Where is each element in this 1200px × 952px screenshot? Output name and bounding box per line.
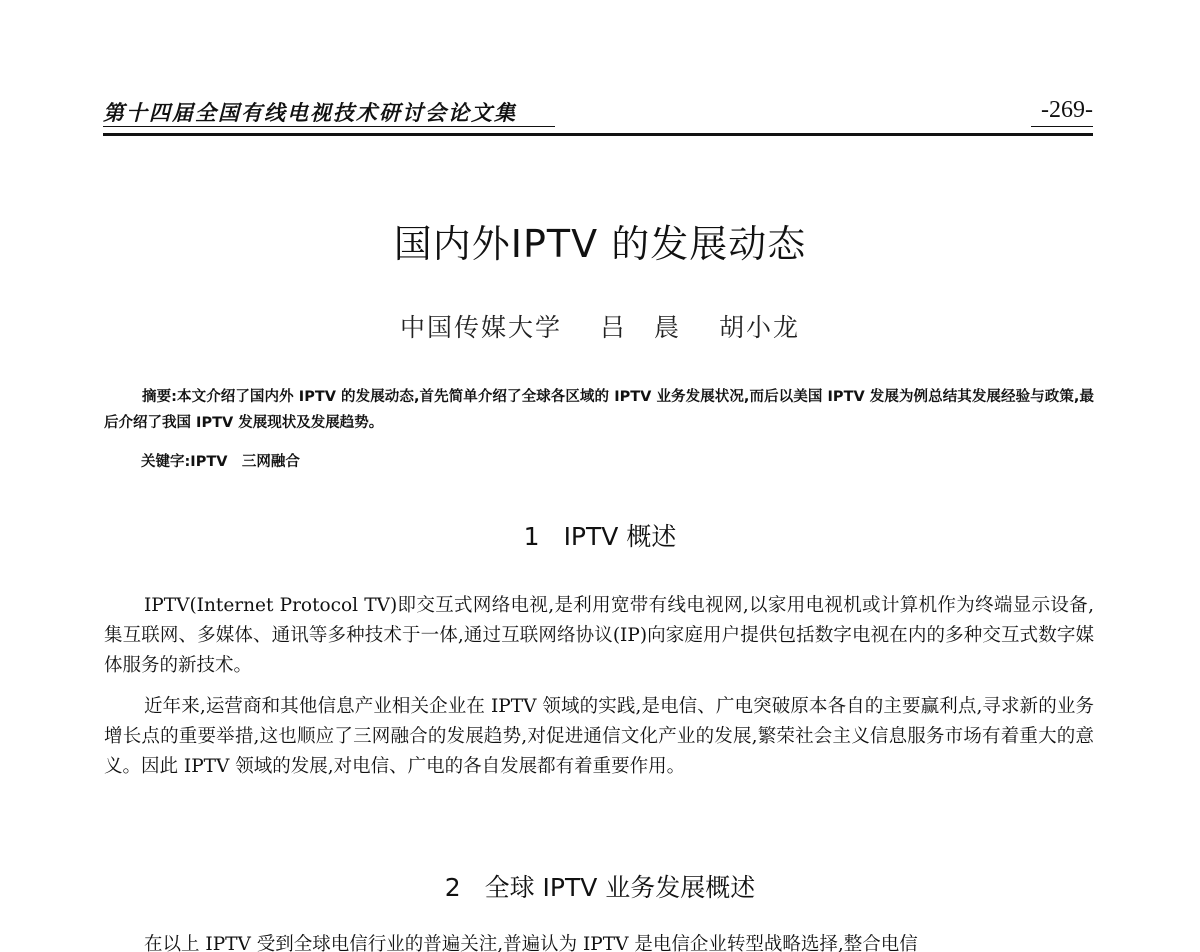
section-title: 全球 IPTV 业务发展概述	[484, 873, 756, 902]
page-number: -269-	[1041, 97, 1093, 123]
section-heading	[0, 868, 1200, 904]
affiliation: 中国传媒大学	[400, 313, 563, 342]
paper-title: 国内外IPTV 的发展动态	[393, 222, 807, 266]
journal-title-underline	[103, 126, 555, 127]
keywords: 关键字:IPTV 三网融合	[141, 454, 300, 470]
journal-title: 第十四届全国有线电视技术研讨会论文集	[103, 100, 517, 125]
abstract: 摘要:本文介绍了国内外 IPTV 的发展动态,首先简单介绍了全球各区域的 IPTV 业务发展状况,而后以美国 IPTV 发展为例总结其发展经验与政策,最后介绍了我国 IPTV 发展现状及发展趋势。	[104, 389, 1094, 431]
author-line	[0, 308, 1200, 344]
section-title: IPTV 概述	[563, 522, 677, 551]
running-header	[103, 95, 1093, 136]
body-paragraph: 近年来,运营商和其他信息产业相关企业在 IPTV 领域的实践,是电信、广电突破原本各自的主要赢利点,寻求新的业务增长点的重要举措,这也顺应了三网融合的发展趋势,对促进通信文化产业的发展,繁荣社会主义信息服务市场有着重大的意义。因此 IPTV 领域的发展,对电信、广电的各自发展都有着重要作用。	[104, 696, 1094, 777]
body-paragraph-cut-off: 在以上 IPTV 受到全球电信行业的普遍关注,普遍认为 IPTV 是电信企业转型战略选择,整合电信	[144, 934, 918, 952]
author-name: 胡小龙	[718, 313, 800, 342]
body-paragraph: IPTV(Internet Protocol TV)即交互式网络电视,是利用宽带有线电视网,以家用电视机或计算机作为终端显示设备,集互联网、多媒体、通讯等多种技术于一体,通过互联网络协议(IP)向家庭用户提供包括数字电视在内的多种交互式数字媒体服务的新技术。	[104, 595, 1094, 676]
section-number: 2	[444, 873, 461, 902]
section-number: 1	[523, 522, 540, 551]
author-name: 吕 晨	[599, 313, 681, 342]
section-heading	[0, 517, 1200, 553]
page-number-underline	[1031, 126, 1093, 127]
